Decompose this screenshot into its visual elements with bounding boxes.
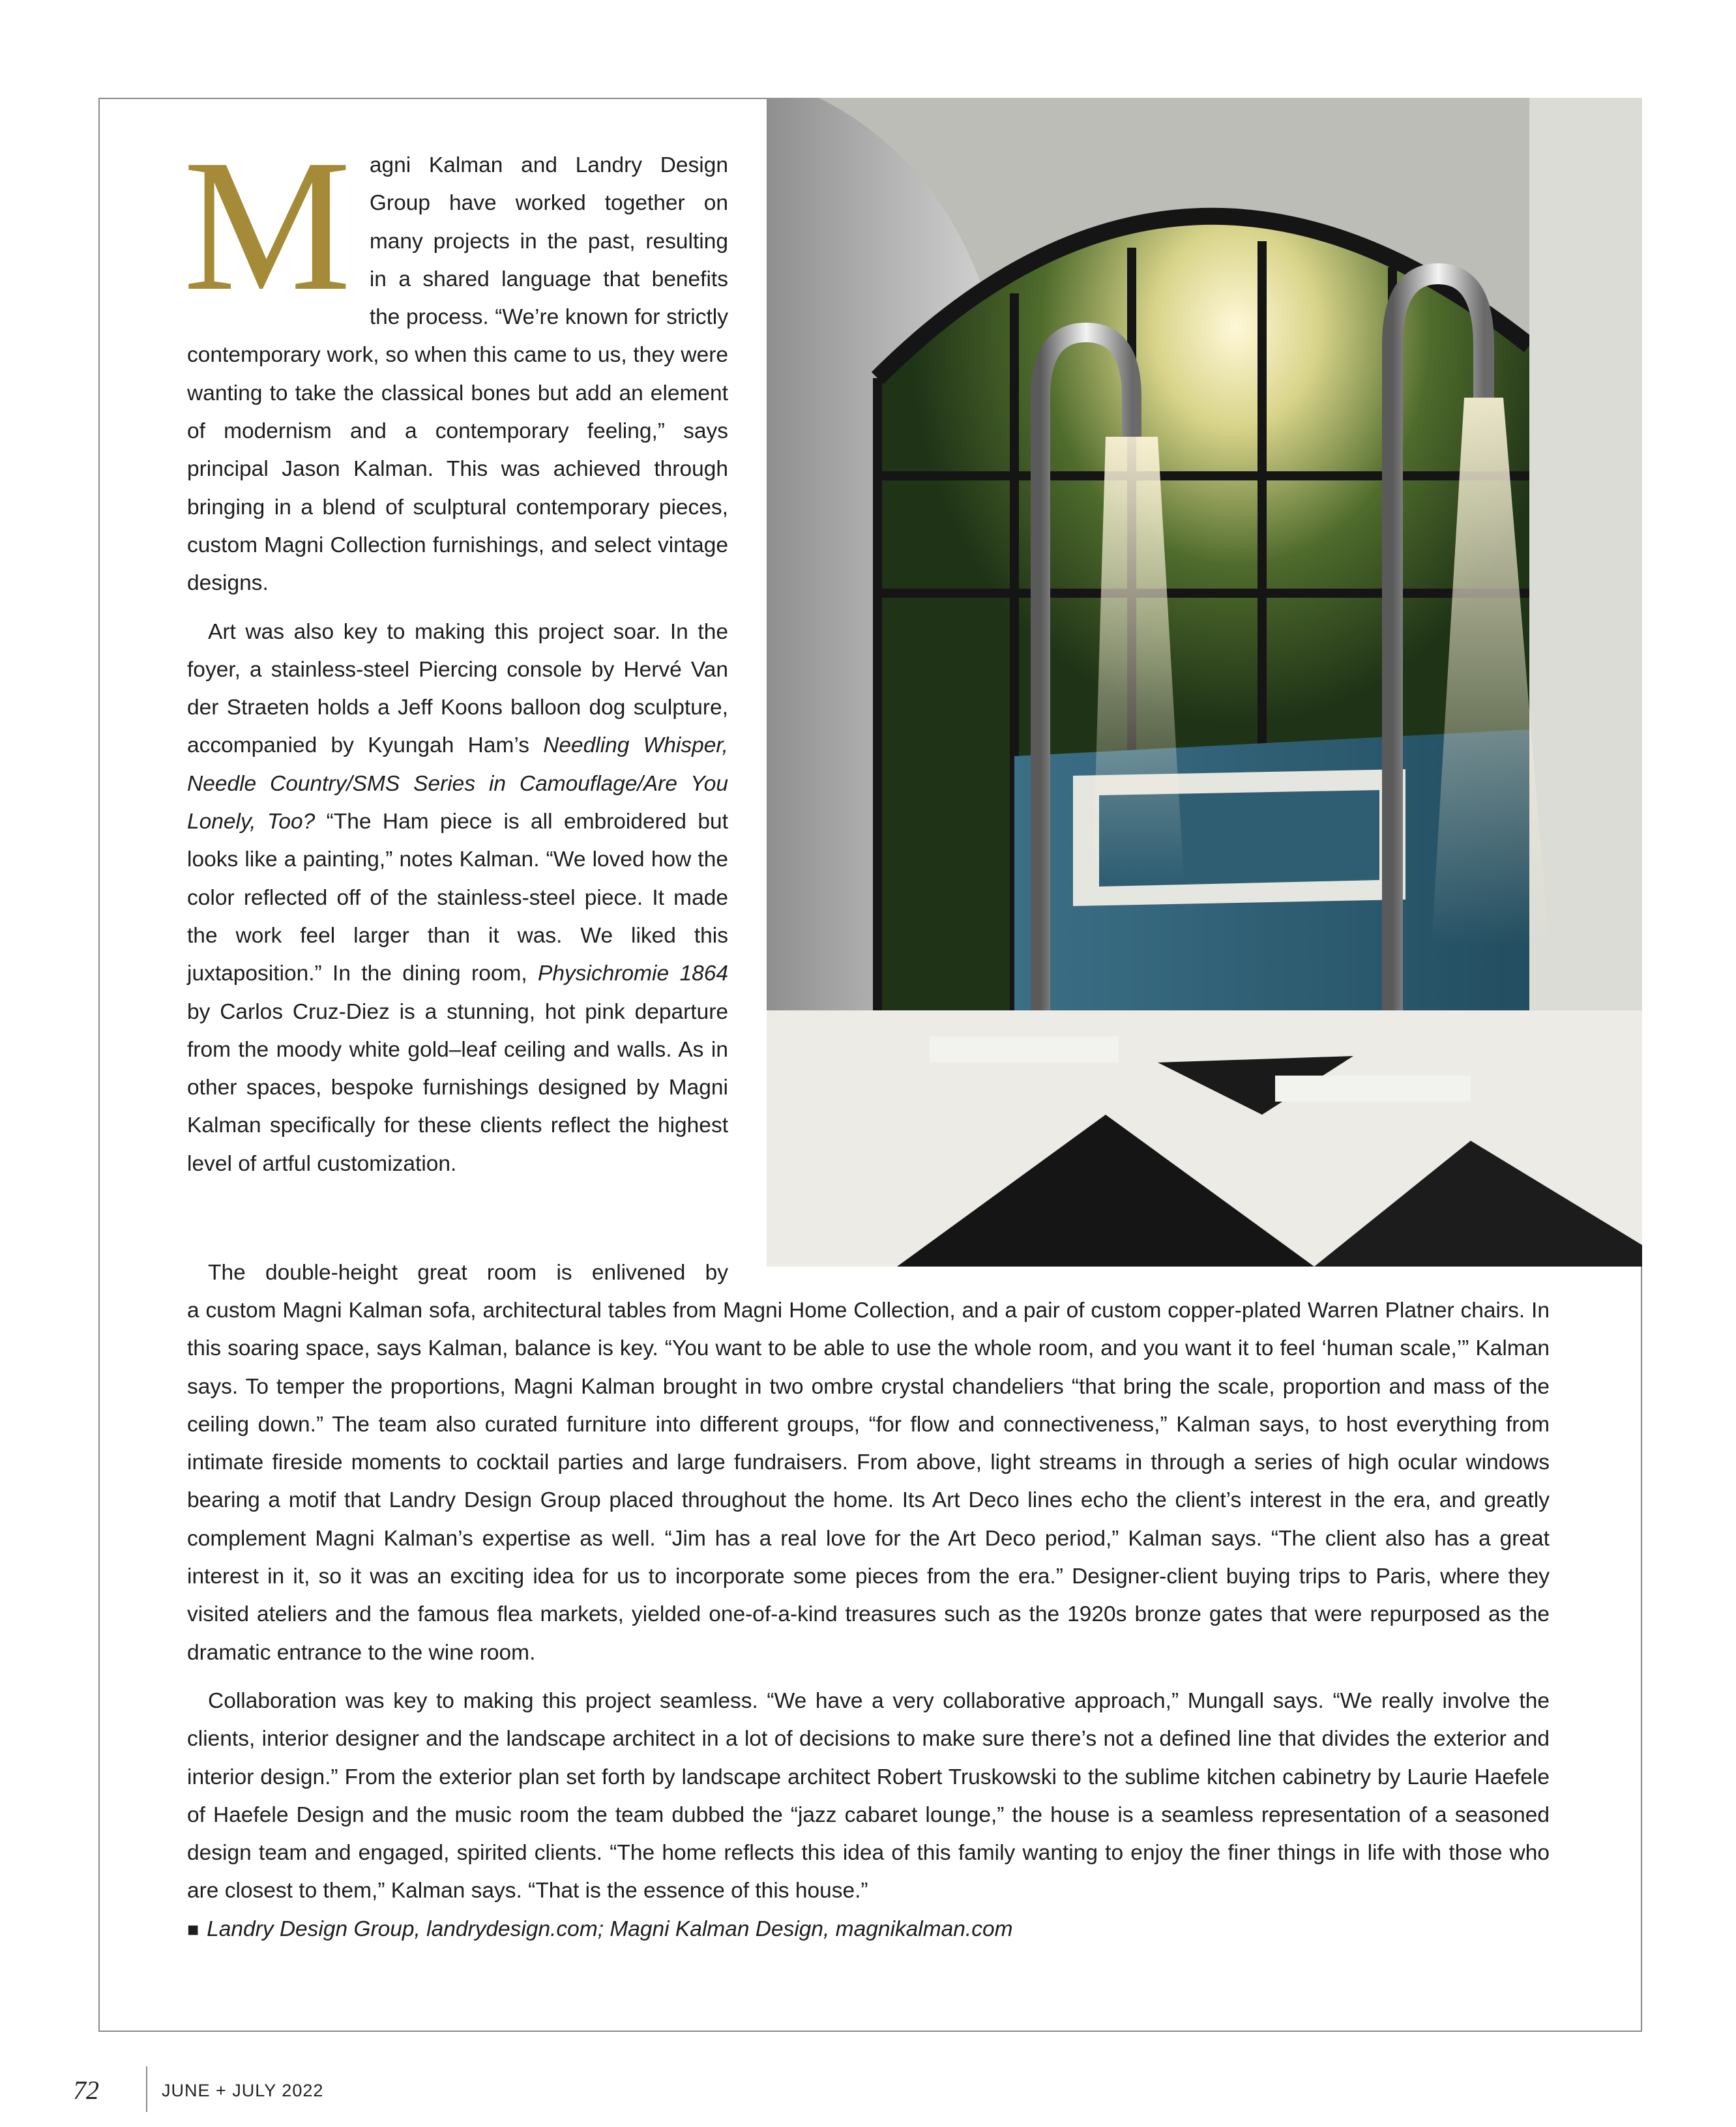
paragraph-art-a: Art was also key to making this project soar. In the foyer, a stainless-steel Piercing console by Hervé Van der Straeten holds a Jeff Koons balloon dog sculpture, accompanied by Kyungah Ham’s: [187, 619, 728, 758]
paragraph-collaboration: Collaboration was key to making this project seamless. “We have a very collaborative approach,” Mungall says. “We really involve the clients, interior designer and the landscape architect in a lot of decisions to make sure there’s not a defined line that divides the exterior and interior design.” From the exterior plan set forth by landscape architect Robert Truskowski to the sublime kitchen cabinetry by Laurie Haefele of Haefele Design and the music room the team dubbed the “jazz cabaret lounge,” the house is a seamless representation of a seasoned design team and engaged, spirited clients. “The home reflects this idea of this family wanting to enjoy the finer things in life with those who are closest to them,” Kalman says. “That is the essence of this house.”: [187, 1688, 1550, 1903]
credits-line: [187, 1911, 1550, 1949]
full-width-text: [187, 1292, 1550, 1949]
page-number: 72: [73, 2076, 99, 2105]
paragraph-great-room: a custom Magni Kalman sofa, architectural tables from Magni Home Collection, and a pair of custom copper-plated Warren Platner chairs. In this soaring space, says Kalman, balance is key. “You want to be able to use the whole room, and you want it to feel ‘human scale,’” Kalman says. To temper the proportions, Magni Kalman brought in two ombre crystal chandeliers “that bring the scale, proportion and mass of the ceiling down.” The team also curated furniture into different groups, “for flow and connectiveness,” Kalman says, to host everything from intimate fireside moments to cocktail parties and large fundraisers. From above, light streams in through a series of high ocular windows bearing a motif that Landry Design Group placed throughout the home. Its Art Deco lines echo the client’s interest in the era, and greatly complement Magni Kalman’s expertise as well. “Jim has a real love for the Art Deco period,” Kalman says. “The client also has a great interest in it, so it was an exciting idea for us to incorporate some pieces from the era.” Designer-client buying trips to Paris, where they visited ateliers and the famous flea markets, yielded one-of-a-kind treasures such as the 1920s bronze gates that were repurposed as the dramatic entrance to the wine room.: [187, 1298, 1550, 1665]
issue-date: JUNE + JULY 2022: [162, 2081, 324, 2100]
artwork-title-ham: Needling Whisper, Needle Country/SMS Series in Camouflage/Are You Lonely, Too?: [187, 733, 728, 834]
bathroom-photo: [767, 98, 1642, 1267]
photo-illustration: [767, 98, 1642, 1267]
end-bullet: ■: [187, 1918, 199, 1941]
paragraph-art-c: by Carlos Cruz-Diez is a stunning, hot pink departure from the moody white gold–leaf ceiling and walls. As in other spaces, bespoke furnishings designed by Magni Kalman specifically for these clients reflect the highest level of artful customization.: [187, 999, 728, 1176]
drop-cap: M: [183, 121, 351, 330]
paragraph-art-b: “The Ham piece is all embroidered but looks like a painting,” notes Kalman. “We loved how the color reflected off of the stainless-steel piece. It made the work feel larger than it was. We liked this juxtaposition.” In the dining room,: [187, 810, 728, 986]
artwork-title-cruz-diez: Physichromie 1864: [538, 961, 728, 986]
credits-text: Landry Design Group, landrydesign.com; Magni Kalman Design, magnikalman.com: [207, 1916, 1013, 1941]
great-room-lead-line: The double-height great room is enlivened by: [208, 1261, 728, 1285]
paragraph-intro: agni Kalman and Landry Design Group have worked together on many projects in the past, resulting in a shared language that benefits the process. “We’re known for strictly contemporary work, so when this came to us, they were wanting to take the classical bones but add an element of modernism and a contemporary feeling,” says principal Jason Kalman. This was achieved through bringing in a blend of sculptural contemporary pieces, custom Magni Collection furnishings, and select vintage designs.: [187, 153, 728, 596]
paragraph-art: [187, 613, 728, 1183]
left-column-text: [183, 121, 728, 1183]
footer-divider: [146, 2066, 147, 2112]
